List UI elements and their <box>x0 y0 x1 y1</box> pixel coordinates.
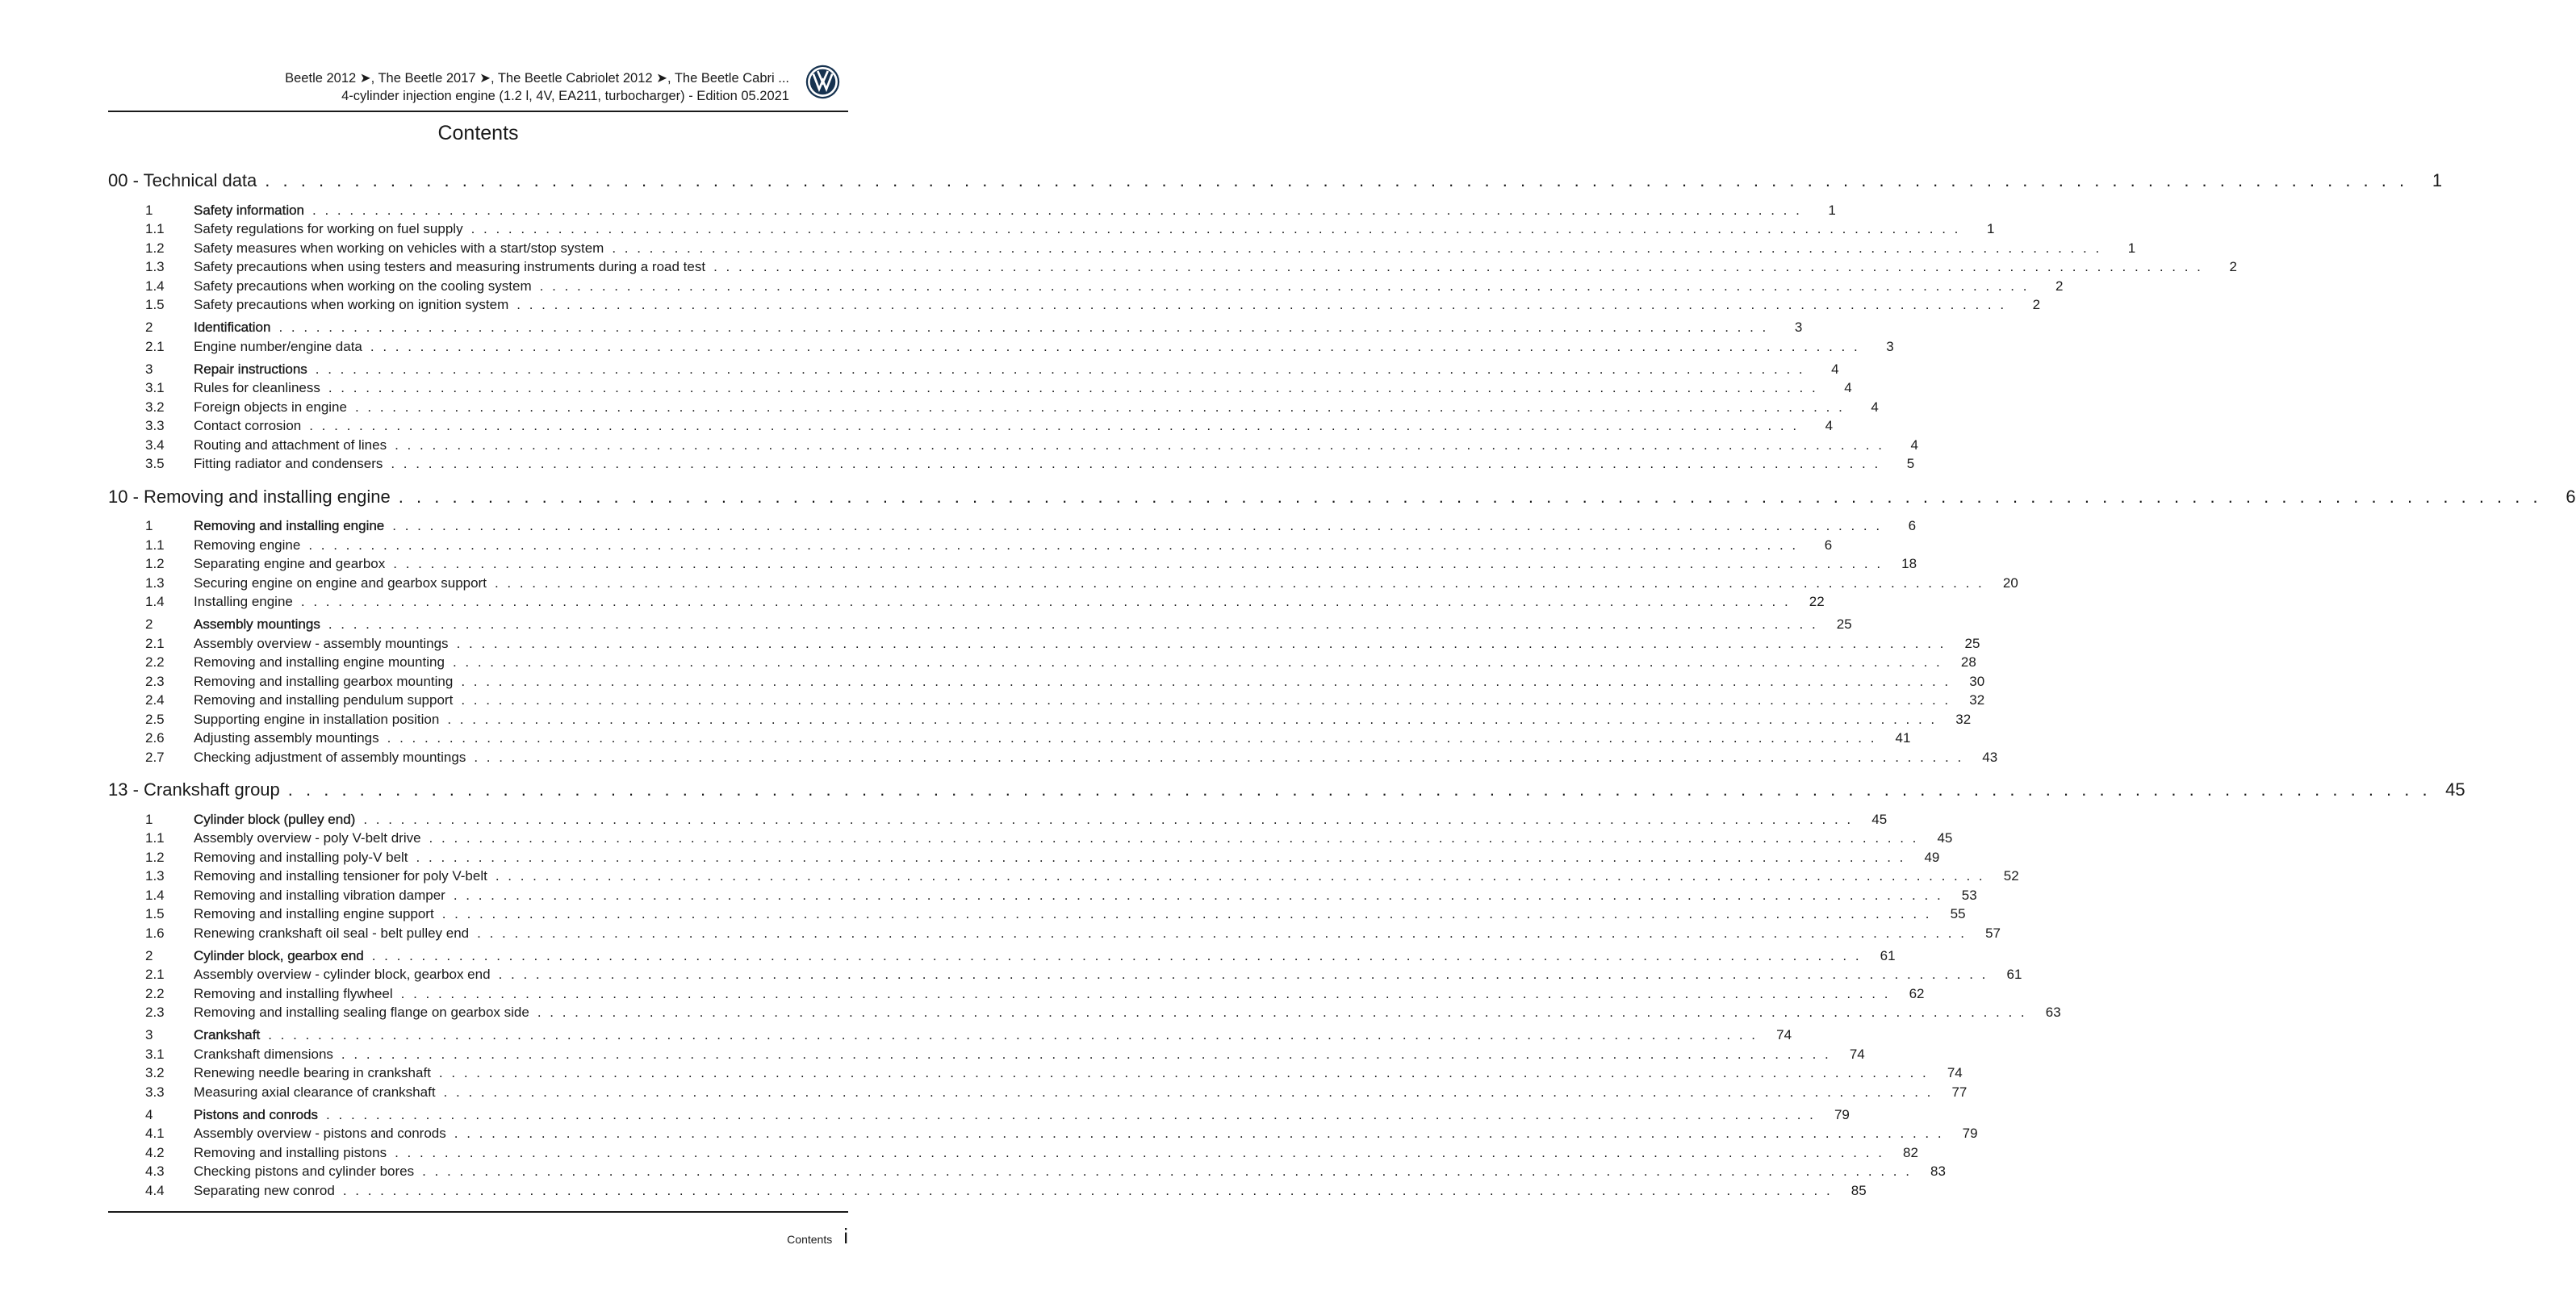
toc-page-number: 4 <box>1844 380 1852 395</box>
toc-page-number: 61 <box>1880 947 1896 963</box>
toc-leader-dots: . . . . . . . . . . . . . . . . . . . . . . . . . . . . . . . . . . . . . . . . . . . . . . . . . . . . . . . . . . . . . . . . . . . . . . . . . . . . . . . . . . . . . . . . . . . . . . . . . . . . . . . . . . . . . . . . . . . . . . . . <box>456 635 1947 651</box>
toc-number: 1.2 <box>145 556 165 571</box>
toc-subsection[interactable] <box>108 1003 2061 1022</box>
toc-leader-dots: . . . . . . . . . . . . . . . . . . . . . . . . . . . . . . . . . . . . . . . . . . . . . . . . . . . . . . . . . . . . . . . . . . . . . . . . . . . . . . . . . . . . . . . . . . . . . . . . . . . . . . . . . . . . . . . . . . . . . . . . <box>422 1164 1912 1179</box>
footer-page-number: i <box>843 1224 848 1248</box>
toc-leader-dots: . . . . . . . . . . . . . . . . . . . . . . . . . . . . . . . . . . . . . . . . . . . . . . . . . . . . . . . . . . . . . . . . . . . . . . . . . . . . . . . . . . . . . . . . . . . . . . . . . . . . . . . . . . . . . . . . . . . . . . . . <box>498 967 1988 982</box>
toc-number: 2.5 <box>145 711 165 727</box>
toc-subsection[interactable] <box>108 416 1834 436</box>
toc-leader-dots: . . . . . . . . . . . . . . . . . . . . . . . . . . . . . . . . . . . . . . . . . . . . . . . . . . . . . . . . . . . . . . . . . . . . . . . . . . . . . . . . . . . . . . . . . . . . . . . . . . . . . . . . . . . . . . . . . . . . . . . . <box>309 418 1800 433</box>
toc-title: Removing and installing gearbox mounting <box>194 673 454 689</box>
toc-leader-dots: . . . . . . . . . . . . . . . . . . . . . . . . . . . . . . . . . . . . . . . . . . . . . . . . . . . . . . . . . . . . . . . . . . . . . . . . . . . . . . . . . . . . . . . . . . . . . . . . . . . . . . . . . . . . . . . . . . . . . . . . <box>454 1126 1944 1141</box>
toc-number: 1.1 <box>145 221 165 236</box>
toc-number: 2.6 <box>145 730 165 746</box>
toc-title: Renewing crankshaft oil seal - belt pulley end <box>194 925 470 941</box>
toc-leader-dots: . . . . . . . . . . . . . . . . . . . . . . . . . . . . . . . . . . . . . . . . . . . . . . . . . . . . . . . . . . . . . . . . . . . . . . . . . . . . . . . . . . . . . . . . . . . . . . . . . . . . . . . . . . . . . . . . . . . . . . . . <box>438 1065 1929 1080</box>
toc-section[interactable] <box>108 810 1888 829</box>
toc-subsection[interactable] <box>108 574 2018 593</box>
toc-leader-dots: . . . . . . . . . . . . . . . . . . . . . . . . . . . . . . . . . . . . . . . . . . . . . . . . . . . . . . . . . . . . . . . . . . . . . . . . . . . . . . . . . . . . . . . . . . . . . . . . . . . . . . . . . . . . . . . . . . . . . . . . <box>342 1182 1833 1198</box>
toc-page-number: 28 <box>1960 654 1976 670</box>
footer-label: Contents <box>787 1233 833 1246</box>
toc-subsection[interactable] <box>108 337 1894 357</box>
toc-number: 2 <box>145 947 153 963</box>
toc-number: 1.2 <box>145 849 165 865</box>
toc-page-number: 6 <box>1908 518 1917 533</box>
header-rule <box>108 111 848 112</box>
toc-leader-dots: . . . . . . . . . . . . . . . . . . . . . . . . . . . . . . . . . . . . . . . . . . . . . . . . . . . . . . . . . . . . . . . . . . . . . . . . . . . . . . . . . . . . . . . . . . . . . . . . . . . . . . . . . . . . . . . . . . . . . . . . <box>308 537 1799 553</box>
toc-page-number: 52 <box>2003 868 2019 884</box>
toc-page-number: 53 <box>1961 887 1977 903</box>
toc-leader-dots: . . . . . . . . . . . . . . . . . . . . . . . . . . . . . . . . . . . . . . . . . . . . . . . . . . . . . . . . . . . . . . . . . . . . . . . . . . . . . . . . . . . . . . . . . . . . . . . . . . . . . . . . . . . . . . . . . . . . . . . . <box>315 361 1805 377</box>
toc-page-number: 74 <box>1947 1065 1963 1080</box>
toc-page-number: 45 <box>1937 830 1953 846</box>
toc-number: 3.3 <box>145 418 165 433</box>
toc-title: Removing and installing pendulum support <box>194 692 454 708</box>
toc-leader-dots: . . . . . . . . . . . . . . . . . . . . . . . . . . . . . . . . . . . . . . . . . . . . . . . . . . . . . . . . . . . . . . . . . . . . . . . . . . . . . . . . . . . . . . . . . . . . . . . . . . . . . . . . . . . . . . . . . . . . . . . . <box>387 730 1877 746</box>
toc-title: Assembly overview - poly V-belt drive <box>194 830 421 846</box>
toc-page-number: 55 <box>1950 906 1966 921</box>
toc-number: 1.3 <box>145 259 165 274</box>
toc-page-number: 3 <box>1794 320 1803 335</box>
toc-leader-dots: . . . . . . . . . . . . . . . . . . . . . . . . . . . . . . . . . . . . . . . . . . . . . . . . . . . . . . . . . . . . . . . . . . . . . . . . . . . . . . . . . . . . . . . . . . . . . . . . . . . . . . . . . . . . . . . . . . . . . . . . <box>268 1027 1758 1042</box>
toc-page-number: 1 <box>2432 170 2443 190</box>
toc-subsection[interactable] <box>108 710 1972 729</box>
toc-leader-dots: . . . . . . . . . . . . . . . . . . . . . . . . . . . . . . . . . . . . . . . . . . . . . . . . . . . . . . . . . . . . . . . . . . . . . . . . . . . . . . . . . . . . . . . . . . . . . . . . . . . . . . . . . . . . . . . . . . . . . . . . <box>494 574 1984 591</box>
toc-subsection[interactable] <box>108 454 1915 474</box>
toc-leader-dots: . . . . . . . . . . . . . . . . . . . . . . . . . . . . . . . . . . . . . . . . . . . . . . . . . . . . . . . . . . . . . . . . . . . . . . . . . . . . . . . . . . . . . . . . . . . . . . . . . . . . . . . . . . . . . . . . . . . . . . . . <box>416 849 1906 865</box>
toc-number: 1 <box>145 202 153 218</box>
toc-subsection[interactable] <box>108 829 1953 848</box>
toc-number: 1.4 <box>145 278 165 294</box>
toc-title: Measuring axial clearance of crankshaft <box>194 1084 436 1100</box>
toc-title: Supporting engine in installation position <box>194 711 440 727</box>
toc-subsection[interactable] <box>108 554 1917 574</box>
toc-leader-dots: . . . . . . . . . . . . . . . . . . . . . . . . . . . . . . . . . . . . . . . . . . . . . . . . . . . . . . . . . . . . . . . . . . . . . . . . . . . . . . . . . . . . . . . . . . . . . . . . . . . . . . . . . . . . . . . . . . . . . . . . <box>516 297 2007 312</box>
toc-title: Removing and installing engine <box>194 518 385 533</box>
toc-number: 1.5 <box>145 906 165 921</box>
toc-title: Assembly mountings <box>194 616 320 632</box>
toc-page-number: 22 <box>1809 594 1825 609</box>
toc-title: Assembly overview - pistons and conrods <box>194 1126 446 1141</box>
toc-number: 4.3 <box>145 1164 165 1179</box>
toc-leader-dots: . . . . . . . . . . . . . . . . . . . . . . . . . . . . . . . . . . . . . . . . . . . . . . . . . . . . . . . . . . . . . . . . . . . . . . . . . . . . . . . . . . . . . . . . . . . . . . . . . . . . . . . . . . . . . . . . . . . . . . . . <box>612 240 2102 256</box>
toc-page-number: 32 <box>1969 692 1985 708</box>
toc-page-number: 2 <box>2229 259 2237 274</box>
toc-number: 1.1 <box>145 830 165 846</box>
toc-title: Safety information <box>194 202 305 218</box>
toc-leader-dots: . . . . . . . . . . . . . . . . . . . . . . . . . . . . . . . . . . . . . . . . . . . . . . . . . . . . . . . . . . . . . . . . . . . . . . . . . . . . . . . . . . . . . . . . . . . . . . . . . . . . . . . . . . . . . . . . . . . . . . . . <box>391 456 1881 471</box>
toc-leader-dots: . . . . . . . . . . . . . . . . . . . . . . . . . . . . . . . . . . . . . . . . . . . . . . . . . . . . . . . . . . . . . . . . . . . . . . . . . . . . . . . . . . . . . . . . . . . . . . . . . . . . . . . . . . . . . . . . . . . . . . . . <box>452 654 1942 670</box>
toc-title: Assembly overview - assembly mountings <box>194 635 449 651</box>
toc-page-number: 6 <box>1824 537 1833 553</box>
toc-page-number: 25 <box>1964 635 1980 651</box>
toc-title: Pistons and conrods <box>194 1106 319 1122</box>
toc-title: 00 - Technical data <box>108 170 257 190</box>
toc-page-number: 2 <box>2055 278 2064 294</box>
toc-leader-dots: . . . . . . . . . . . . . . . . . . . . . . . . . . . . . . . . . . . . . . . . . . . . . . . . . . . . . . . . . . . . . . . . . . . . . . . . . . . . . . . . . . . . . . . . . . . . . . . . . . . . . . . . . . . . . . . . . . . . . . . . <box>539 278 2030 294</box>
toc-chapter[interactable] <box>108 777 2465 803</box>
toc-number: 1.6 <box>145 925 165 941</box>
toc-subsection[interactable] <box>108 634 1980 654</box>
header-engine: 4-cylinder injection engine (1.2 l, 4V, EA211, turbocharger) - Edition 05.2021 <box>341 89 789 103</box>
toc-section[interactable] <box>108 318 1803 337</box>
toc-title: Crankshaft <box>194 1027 261 1042</box>
toc-leader-dots: . . . . . . . . . . . . . . . . . . . . . . . . . . . . . . . . . . . . . . . . . . . . . . . . . . . . . . . . . . . . . . . . . . . . . . . . . . . . . . . . . . . . . . . . . . . . . . . . . . . . . . . . . . . . . . . . . . . . . . . . <box>370 338 1860 354</box>
toc-title: Repair instructions <box>194 361 307 377</box>
toc-page-number: 77 <box>1951 1084 1968 1100</box>
toc-page-number: 25 <box>1836 616 1852 632</box>
toc-section[interactable] <box>108 516 1917 536</box>
toc-subsection[interactable] <box>108 729 1911 748</box>
toc-page-number: 57 <box>1985 925 2001 941</box>
toc-leader-dots: . . . . . . . . . . . . . . . . . . . . . . . . . . . . . . . . . . . . . . . . . . . . . . . . . . . . . . . . . . . . . . . . . . . . . . . . . . . . . . . . . . . . . . . . . . . . . . . . . . . . . . . . . . . . . . . . . . . . . . . . <box>495 868 1985 884</box>
toc-leader-dots: . . . . . . . . . . . . . . . . . . . . . . . . . . . . . . . . . . . . . . . . . . . . . . . . . . . . . . . . . . . . . . . . . . . . . . . . . . . . . . . . . . . . . . . . . . . . . . . . . . . . . . . . . . . . . . . . . . . . . . . . <box>328 616 1818 632</box>
footer-rule <box>108 1211 848 1213</box>
toc-subsection[interactable] <box>108 848 1940 867</box>
toc-title: Cylinder block (pulley end) <box>194 811 356 827</box>
toc-number: 1.1 <box>145 537 165 553</box>
toc-title: Fitting radiator and condensers <box>194 456 383 471</box>
toc-subsection[interactable] <box>108 1063 1963 1083</box>
toc-page-number: 79 <box>1834 1106 1850 1122</box>
toc-number: 2.3 <box>145 1005 165 1020</box>
toc-page-number: 4 <box>1871 399 1879 415</box>
toc-leader-dots: . . . . . . . . . . . . . . . . . . . . . . . . . . . . . . . . . . . . . . . . . . . . . . . . . . . . . . . . . . . . . . . . . . . . . . . . . . . . . . . . . . . . . . . . . . . . . . . . . . . . . . . . . . . . . . . . . . . . . . . . <box>393 556 1884 571</box>
toc-subsection[interactable] <box>108 886 1977 905</box>
toc-subsection[interactable] <box>108 984 1925 1004</box>
toc-title: Safety precautions when working on the cooling system <box>194 278 532 294</box>
toc-title: Securing engine on engine and gearbox support <box>194 574 487 591</box>
toc-title: Removing and installing poly-V belt <box>194 849 408 865</box>
toc-number: 4.2 <box>145 1144 165 1160</box>
toc-page-number: 1 <box>1828 202 1836 218</box>
toc-title: Removing and installing pistons <box>194 1144 387 1160</box>
toc-subsection[interactable] <box>108 691 1985 710</box>
toc-leader-dots: . . . . . . . . . . . . . . . . . . . . . . . . . . . . . . . . . . . . . . . . . . . . . . . . . . . . . . . . . . . . . . . . . . . . . . . . . . . . . . . . . . . . . . . . . . . . . . . . . . . . . . . . . . . . . . . . . . . . . . . . <box>278 320 1769 335</box>
toc-title: Safety regulations for working on fuel supply <box>194 221 463 236</box>
toc-section[interactable] <box>108 1026 1792 1045</box>
toc-number: 1.4 <box>145 887 165 903</box>
toc-page-number: 18 <box>1901 556 1917 571</box>
toc-title: Installing engine <box>194 594 293 609</box>
toc-page-number: 2 <box>2032 297 2041 312</box>
toc-number: 3.5 <box>145 456 165 471</box>
toc-leader-dots: . . . . . . . . . . . . . . . . . . . . . . . . . . . . . . . . . . . . . . . . . . . . . . . . . . . . . . . . . . . . . . . . . . . . . . . . . . . . . . . . . . . . . . . . . . . . . . . . . . . . . . . . . . . . . . . . . . . . . . . . <box>461 673 1951 689</box>
toc-subsection[interactable] <box>108 257 2237 277</box>
toc-title: 10 - Removing and installing engine <box>108 486 391 507</box>
toc-page-number: 5 <box>1906 456 1915 471</box>
toc-subsection[interactable] <box>108 398 1879 417</box>
toc-page-number: 4 <box>1831 361 1839 377</box>
toc-number: 3 <box>145 361 153 377</box>
toc-subsection[interactable] <box>108 1181 1867 1201</box>
toc-number: 3.2 <box>145 1065 165 1080</box>
toc-page-number: 1 <box>1986 221 1995 236</box>
toc-page-number: 4 <box>1825 418 1834 433</box>
toc-title: Removing and installing flywheel <box>194 985 393 1001</box>
toc-subsection[interactable] <box>108 295 2041 315</box>
toc-page-number: 4 <box>1910 437 1918 453</box>
toc-title: Rules for cleanliness <box>194 380 320 395</box>
toc-subsection[interactable] <box>108 536 1833 555</box>
toc-number: 2 <box>145 616 153 632</box>
toc-number: 1.2 <box>145 240 165 256</box>
toc-leader-dots: . . . . . . . . . . . . . . . . . . . . . . . . . . . . . . . . . . . . . . . . . . . . . . . . . . . . . . . . . . . . . . . . . . . . . . . . . . . . . . . . . . . . . . . . . . . . . . . . . . . . . . . . . . . . . . . . . . . . . . . . <box>341 1046 1831 1062</box>
toc-subsection[interactable] <box>108 277 2064 296</box>
toc-page-number: 79 <box>1962 1126 1978 1141</box>
toc-title: Cylinder block, gearbox end <box>194 947 364 963</box>
toc-leader-dots: . . . . . . . . . . . . . . . . . . . . . . . . . . . . . . . . . . . . . . . . . . . . . . . . . . . . . . . . . . . . . . . . . . . . . . . . . . . . . . . . . . . . . . . . . . . . . . . . . . . . . . . . . . . . . . . . . . . . . . . . <box>312 202 1802 218</box>
page-title: Contents <box>437 122 519 144</box>
toc-page-number: 61 <box>2006 967 2022 982</box>
toc-title: Checking adjustment of assembly mountings <box>194 749 466 765</box>
toc-title: Separating new conrod <box>194 1182 335 1198</box>
toc-title: Adjusting assembly mountings <box>194 730 379 746</box>
toc-subsection[interactable] <box>108 592 1825 612</box>
toc-number: 3.1 <box>145 380 165 395</box>
toc-subsection[interactable] <box>108 219 1995 239</box>
toc-leader-dots: . . . . . . . . . . . . . . . . . . . . . . . . . . . . . . . . . . . . . . . . . . . . . . . . . . . . . . . . . . . . . . . . . . . . . . . . . . . . . . . . . . . . . . . . . . . . . . . . . . . . . . . . . . . . . . . . . . . . . . . . <box>429 830 1919 846</box>
toc-leader-dots: . . . . . . . . . . . . . . . . . . . . . . . . . . . . . . . . . . . . . . . . . . . . . . . . . . . . . . . . . . . . . . . . . . . . . . . . . . . . . . . . . . . . . . . . . . . . . . . . . . . . . . . . . . . . . . . . . . . . . . . . <box>441 906 1932 921</box>
toc-number: 2.3 <box>145 673 165 689</box>
toc-subsection[interactable] <box>108 239 2136 258</box>
toc-subsection[interactable] <box>108 672 1985 691</box>
toc-leader-dots: . . . . . . . . . . . . . . . . . . . . . . . . . . . . . . . . . . . . . . . . . . . . . . . . . . . . . . . . . . . . . . . . . . . . . . . . . . . . . . . . . . . . . . . . . . . . . . . . . . . . . . . . . . . . . . . . . . . . . . . . <box>354 399 1845 415</box>
toc-leader-dots: . . . . . . . . . . . . . . . . . . . . . . . . . . . . . . . . . . . . . . . . . . . . . . . . . . . . . . . . . . . . . . . . . . . . . . . . . . . . . . . . . . . . . . . . . . . . . . . . . . . . . . . . . . . . . . . . . . . . . . . . <box>363 811 1854 827</box>
toc-page-number: 41 <box>1895 730 1911 746</box>
toc-number: 1.5 <box>145 297 165 312</box>
toc-page-number: 62 <box>1909 985 1925 1001</box>
header-models: Beetle 2012 ➤, The Beetle 2017 ➤, The Beetle Cabriolet 2012 ➤, The Beetle Cabri ... <box>285 71 789 86</box>
toc-page-number: 74 <box>1849 1046 1865 1062</box>
toc-section[interactable] <box>108 1105 1850 1125</box>
toc-subsection[interactable] <box>108 867 2019 886</box>
toc-number: 1.3 <box>145 868 165 884</box>
toc-chapter[interactable] <box>108 168 2443 194</box>
toc-title: Checking pistons and cylinder bores <box>194 1164 415 1179</box>
toc-section[interactable] <box>108 360 1839 379</box>
toc-subsection[interactable] <box>108 1162 1946 1181</box>
toc-chapter[interactable] <box>108 484 2576 510</box>
toc-leader-dots: . . . . . . . . . . . . . . . . . . . . . . . . . . . . . . . . . . . . . . . . . . . . . . . . . . . . . . . . . . . . . . . . . . . . . . . . . . . . . . . . . . . . . . . . . . . . . . . . . . . . . . . . . . . . . . . . . . . . . . . . <box>713 259 2203 274</box>
toc-number: 4.4 <box>145 1182 165 1198</box>
toc-leader-dots: . . . . . . . . . . . . . . . . . . . . . . . . . . . . . . . . . . . . . . . . . . . . . . . . . . . . . . . . . . . . . . . . . . . . . . . . . . . . . . . . . . . . . . . . . . . . . . . . . . . . . . . . . . . . . . . . . . . . . . . . <box>398 486 2542 507</box>
toc-page-number: 32 <box>1955 711 1972 727</box>
toc-leader-dots: . . . . . . . . . . . . . . . . . . . . . . . . . . . . . . . . . . . . . . . . . . . . . . . . . . . . . . . . . . . . . . . . . . . . . . . . . . . . . . . . . . . . . . . . . . . . . . . . . . . . . . . . . . . . . . . . . . . . . . . . <box>392 518 1883 533</box>
toc-subsection[interactable] <box>108 1045 1865 1064</box>
toc-title: Separating engine and gearbox <box>194 556 386 571</box>
toc-title: Renewing needle bearing in crankshaft <box>194 1065 431 1080</box>
toc-page-number: 6 <box>2566 486 2576 507</box>
toc-section[interactable] <box>108 615 1852 634</box>
toc-leader-dots: . . . . . . . . . . . . . . . . . . . . . . . . . . . . . . . . . . . . . . . . . . . . . . . . . . . . . . . . . . . . . . . . . . . . . . . . . . . . . . . . . . . . . . . . . . . . . . . . . . . . . . . . . . . . . . . . . . . . . . . . <box>287 779 2432 800</box>
toc-leader-dots: . . . . . . . . . . . . . . . . . . . . . . . . . . . . . . . . . . . . . . . . . . . . . . . . . . . . . . . . . . . . . . . . . . . . . . . . . . . . . . . . . . . . . . . . . . . . . . . . . . . . . . . . . . . . . . . . . . . . . . . . <box>395 1144 1884 1160</box>
toc-leader-dots: . . . . . . . . . . . . . . . . . . . . . . . . . . . . . . . . . . . . . . . . . . . . . . . . . . . . . . . . . . . . . . . . . . . . . . . . . . . . . . . . . . . . . . . . . . . . . . . . . . . . . . . . . . . . . . . . . . . . . . . . <box>371 947 1862 963</box>
toc-title: Removing and installing tensioner for poly V-belt <box>194 868 487 884</box>
toc-subsection[interactable] <box>108 924 2001 943</box>
toc-number: 3.3 <box>145 1084 165 1100</box>
running-header <box>108 69 789 105</box>
toc-title: Removing and installing vibration damper <box>194 887 445 903</box>
toc-page-number: 49 <box>1924 849 1940 865</box>
toc-subsection[interactable] <box>108 748 1998 767</box>
toc-number: 2.7 <box>145 749 165 765</box>
toc-number: 4.1 <box>145 1126 165 1141</box>
toc-subsection[interactable] <box>108 905 1966 924</box>
toc-number: 3.2 <box>145 399 165 415</box>
toc-number: 3.1 <box>145 1046 165 1062</box>
toc-subsection[interactable] <box>108 1083 1968 1102</box>
toc-title: Engine number/engine data <box>194 338 362 354</box>
toc-title: Assembly overview - cylinder block, gearbox end <box>194 967 491 982</box>
toc-leader-dots: . . . . . . . . . . . . . . . . . . . . . . . . . . . . . . . . . . . . . . . . . . . . . . . . . . . . . . . . . . . . . . . . . . . . . . . . . . . . . . . . . . . . . . . . . . . . . . . . . . . . . . . . . . . . . . . . . . . . . . . . <box>326 1106 1816 1122</box>
toc-number: 4 <box>145 1106 153 1122</box>
toc-leader-dots: . . . . . . . . . . . . . . . . . . . . . . . . . . . . . . . . . . . . . . . . . . . . . . . . . . . . . . . . . . . . . . . . . . . . . . . . . . . . . . . . . . . . . . . . . . . . . . . . . . . . . . . . . . . . . . . . . . . . . . . . <box>400 985 1891 1001</box>
toc-page-number: 3 <box>1886 338 1894 354</box>
toc-title: Removing and installing engine support <box>194 906 434 921</box>
toc-page-number: 45 <box>1871 811 1888 827</box>
toc-page-number: 85 <box>1850 1182 1867 1198</box>
toc-page-number: 30 <box>1969 673 1985 689</box>
toc-leader-dots: . . . . . . . . . . . . . . . . . . . . . . . . . . . . . . . . . . . . . . . . . . . . . . . . . . . . . . . . . . . . . . . . . . . . . . . . . . . . . . . . . . . . . . . . . . . . . . . . . . . . . . . . . . . . . . . . . . . . . . . . <box>443 1084 1934 1100</box>
toc-leader-dots: . . . . . . . . . . . . . . . . . . . . . . . . . . . . . . . . . . . . . . . . . . . . . . . . . . . . . . . . . . . . . . . . . . . . . . . . . . . . . . . . . . . . . . . . . . . . . . . . . . . . . . . . . . . . . . . . . . . . . . . . <box>328 380 1818 395</box>
toc-page-number: 1 <box>2127 240 2136 256</box>
toc-number: 3 <box>145 1027 153 1042</box>
toc-leader-dots: . . . . . . . . . . . . . . . . . . . . . . . . . . . . . . . . . . . . . . . . . . . . . . . . . . . . . . . . . . . . . . . . . . . . . . . . . . . . . . . . . . . . . . . . . . . . . . . . . . . . . . . . . . . . . . . . . . . . . . . . <box>447 711 1938 727</box>
toc-leader-dots: . . . . . . . . . . . . . . . . . . . . . . . . . . . . . . . . . . . . . . . . . . . . . . . . . . . . . . . . . . . . . . . . . . . . . . . . . . . . . . . . . . . . . . . . . . . . . . . . . . . . . . . . . . . . . . . . . . . . . . . . <box>477 925 1967 941</box>
toc-leader-dots: . . . . . . . . . . . . . . . . . . . . . . . . . . . . . . . . . . . . . . . . . . . . . . . . . . . . . . . . . . . . . . . . . . . . . . . . . . . . . . . . . . . . . . . . . . . . . . . . . . . . . . . . . . . . . . . . . . . . . . . . <box>300 594 1791 609</box>
toc-number: 2.2 <box>145 654 165 670</box>
toc-title: Identification <box>194 320 271 335</box>
toc-leader-dots: . . . . . . . . . . . . . . . . . . . . . . . . . . . . . . . . . . . . . . . . . . . . . . . . . . . . . . . . . . . . . . . . . . . . . . . . . . . . . . . . . . . . . . . . . . . . . . . . . . . . . . . . . . . . . . . . . . . . . . . . <box>470 221 1961 236</box>
toc-page-number: 20 <box>2002 574 2018 591</box>
toc-subsection[interactable] <box>108 653 1976 672</box>
toc-title: Crankshaft dimensions <box>194 1046 333 1062</box>
toc-leader-dots: . . . . . . . . . . . . . . . . . . . . . . . . . . . . . . . . . . . . . . . . . . . . . . . . . . . . . . . . . . . . . . . . . . . . . . . . . . . . . . . . . . . . . . . . . . . . . . . . . . . . . . . . . . . . . . . . . . . . . . . . <box>453 887 1943 903</box>
toc-number: 2.1 <box>145 338 165 354</box>
toc-page-number: 82 <box>1903 1144 1918 1160</box>
toc-title: Removing and installing sealing flange on gearbox side <box>194 1005 529 1020</box>
toc-subsection[interactable] <box>108 378 1852 398</box>
toc-number: 2.2 <box>145 985 165 1001</box>
toc-number: 2 <box>145 320 153 335</box>
toc-number: 1.3 <box>145 574 165 591</box>
toc-page-number: 45 <box>2445 779 2465 800</box>
toc-subsection[interactable] <box>108 436 1918 455</box>
vw-logo-icon <box>805 64 841 100</box>
toc-title: Safety precautions when using testers and measuring instruments during a road test <box>194 259 706 274</box>
toc-page-number: 43 <box>1982 749 1998 765</box>
toc-title: Safety precautions when working on ignition system <box>194 297 509 312</box>
toc-number: 2.1 <box>145 635 165 651</box>
toc-title: Removing and installing engine mounting <box>194 654 445 670</box>
toc-leader-dots: . . . . . . . . . . . . . . . . . . . . . . . . . . . . . . . . . . . . . . . . . . . . . . . . . . . . . . . . . . . . . . . . . . . . . . . . . . . . . . . . . . . . . . . . . . . . . . . . . . . . . . . . . . . . . . . . . . . . . . . . <box>537 1005 2027 1020</box>
toc-title: Safety measures when working on vehicles with a start/stop system <box>194 240 604 256</box>
toc-title: Foreign objects in engine <box>194 399 347 415</box>
toc-page-number: 74 <box>1776 1027 1792 1042</box>
toc-page-number: 83 <box>1930 1164 1946 1179</box>
toc-leader-dots: . . . . . . . . . . . . . . . . . . . . . . . . . . . . . . . . . . . . . . . . . . . . . . . . . . . . . . . . . . . . . . . . . . . . . . . . . . . . . . . . . . . . . . . . . . . . . . . . . . . . . . . . . . . . . . . . . . . . . . . . <box>474 749 1964 765</box>
toc-title: Routing and attachment of lines <box>194 437 387 453</box>
toc-section[interactable] <box>108 201 1836 220</box>
toc-subsection[interactable] <box>108 965 2022 984</box>
toc-number: 2.4 <box>145 692 165 708</box>
toc-leader-dots: . . . . . . . . . . . . . . . . . . . . . . . . . . . . . . . . . . . . . . . . . . . . . . . . . . . . . . . . . . . . . . . . . . . . . . . . . . . . . . . . . . . . . . . . . . . . . . . . . . . . . . . . . . . . . . . . . . . . . . . . <box>461 692 1951 708</box>
toc-section[interactable] <box>108 946 1896 966</box>
toc-number: 3.4 <box>145 437 165 453</box>
toc-subsection[interactable] <box>108 1143 1918 1163</box>
toc-page-number: 63 <box>2045 1005 2061 1020</box>
running-footer <box>759 1224 848 1249</box>
toc-title: Removing engine <box>194 537 301 553</box>
toc-subsection[interactable] <box>108 1124 1978 1143</box>
toc-title: 13 - Crankshaft group <box>108 779 280 800</box>
toc-number: 1 <box>145 518 153 533</box>
toc-number: 1.4 <box>145 594 165 609</box>
toc-title: Contact corrosion <box>194 418 302 433</box>
toc-number: 1 <box>145 811 153 827</box>
toc-leader-dots: . . . . . . . . . . . . . . . . . . . . . . . . . . . . . . . . . . . . . . . . . . . . . . . . . . . . . . . . . . . . . . . . . . . . . . . . . . . . . . . . . . . . . . . . . . . . . . . . . . . . . . . . . . . . . . . . . . . . . . . . <box>395 437 1884 453</box>
toc-leader-dots: . . . . . . . . . . . . . . . . . . . . . . . . . . . . . . . . . . . . . . . . . . . . . . . . . . . . . . . . . . . . . . . . . . . . . . . . . . . . . . . . . . . . . . . . . . . . . . . . . . . . . . . . . . . . . . . . . . . . . . . . <box>265 170 2409 190</box>
toc-number: 2.1 <box>145 967 165 982</box>
